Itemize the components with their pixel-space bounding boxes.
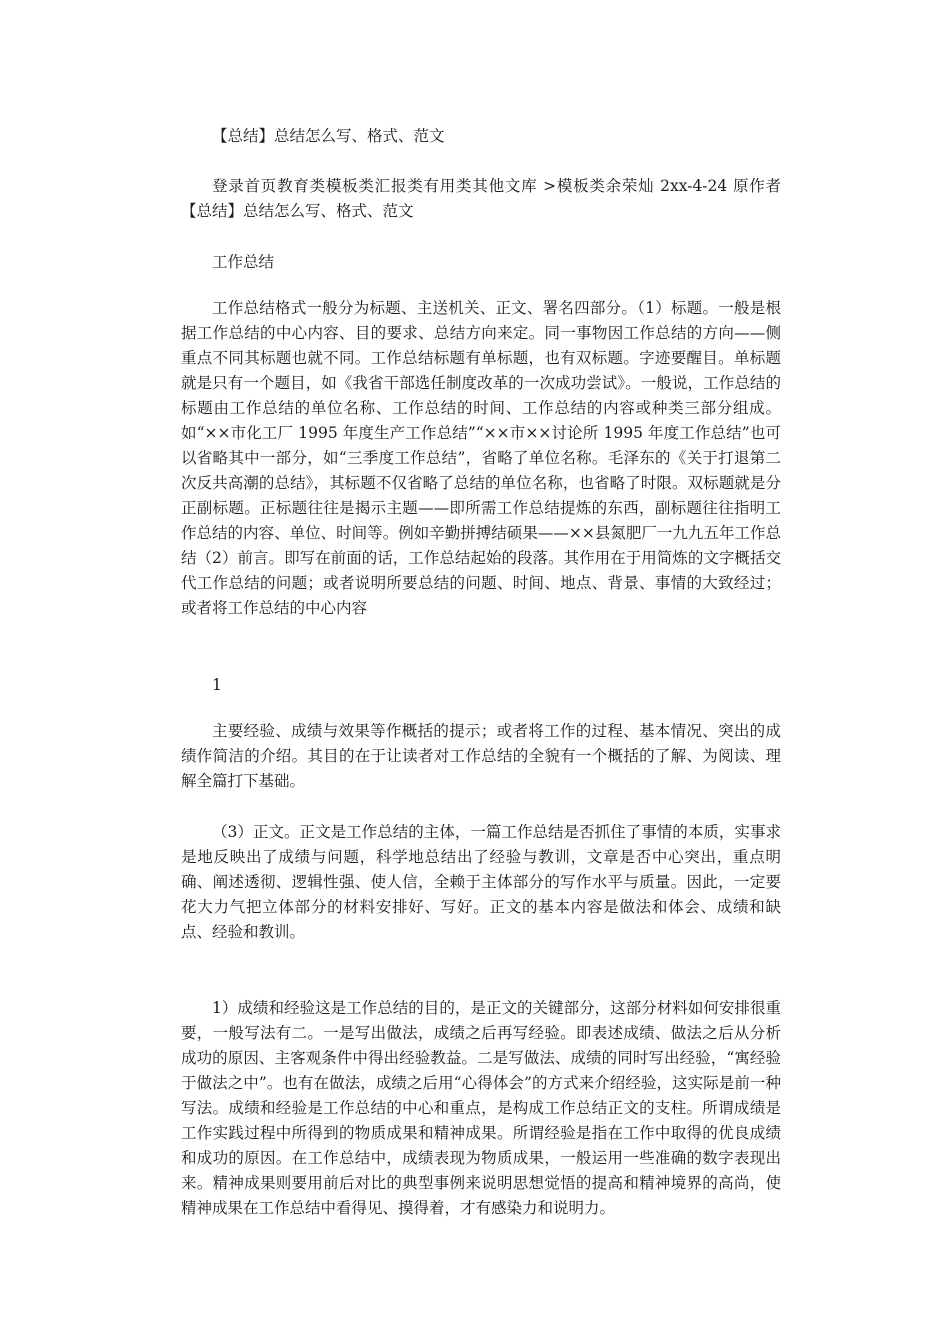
paragraph-main-body: （3）正文。正文是工作总结的主体，一篇工作总结是否抓住了事情的本质，实事求是地反映出了成绩与问题，科学地总结出了经验与教训，文章是否中心突出，重点明确、阐述透彻、逻辑性强、使人信，全赖于主体部分的写作水平与质量。因此，一定要花大力气把立体部分的材料安排好、写好。正文的基本内容是做法和体会、成绩和缺点、经验和教训。	[181, 823, 781, 941]
document-title: 【总结】总结怎么写、格式、范文	[212, 127, 445, 145]
paragraph-format-overview: 工作总结格式一般分为标题、主送机关、正文、署名四部分。（1）标题。一般是根据工作总结的中心内容、目的要求、总结方向来定。同一事物因工作总结的方向——侧重点不同其标题也就不同。工作总结标题有单标题，也有双标题。字迹要醒目。单标题就是只有一个题目，如《我省干部选任制度改革的一次成功尝试》。一般说，工作总结的标题由工作总结的单位名称、工作总结的时间、工作总结的内容或种类三部分组成。如“××市化工厂 1995 年度生产工作总结”“××市××讨论所 1995 年度工作总结”也可以省略其中一部分，如“三季度工作总结”，省略了单位名称。毛泽东的《关于打退第二次反共高潮的总结》，其标题不仅省略了总结的单位名称，也省略了时限。双标题就是分正副标题。正标题往往是揭示主题——即所需工作总结提炼的东西，副标题往往指明工作总结的内容、单位、时间等。例如辛勤拼搏结硕果——××县氮肥厂一九九五年工作总结（2）前言。即写在前面的话，工作总结起始的段落。其作用在于用简炼的文字概括交代工作总结的问题；或者说明所要总结的问题、时间、地点、背景、事情的大致经过；或者将工作总结的中心内容	[181, 299, 781, 617]
breadcrumb-line: 登录首页教育类模板类汇报类有用类其他文库 >模板类余荣灿 2xx-4-24 原作者【总结】总结怎么写、格式、范文	[181, 177, 781, 220]
paragraph-preface-continued: 主要经验、成绩与效果等作概括的提示；或者将工作的过程、基本情况、突出的成绩作简洁的介绍。其目的在于让读者对工作总结的全貌有一个概括的了解、为阅读、理解全篇打下基础。	[181, 722, 781, 790]
paragraph-achievements-experience: 1）成绩和经验这是工作总结的目的，是正文的关键部分，这部分材料如何安排很重要，一般写法有二。一是写出做法，成绩之后再写经验。即表述成绩、做法之后从分析成功的原因、主客观条件中得出经验教益。二是写做法、成绩的同时写出经验，“寓经验于做法之中”。也有在做法，成绩之后用“心得体会”的方式来介绍经验，这实际是前一种写法。成绩和经验是工作总结的中心和重点，是构成工作总结正文的支柱。所谓成绩是工作实践过程中所得到的物质成果和精神成果。所谓经验是指在工作中取得的优良成绩和成功的原因。在工作总结中，成绩表现为物质成果，一般运用一些准确的数字表现出来。精神成果则要用前后对比的典型事例来说明思想觉悟的提高和精神境界的高尚，使精神成果在工作总结中看得见、摸得着，才有感染力和说明力。	[181, 999, 781, 1217]
section-heading: 工作总结	[212, 253, 275, 271]
page-number: 1	[212, 676, 222, 694]
